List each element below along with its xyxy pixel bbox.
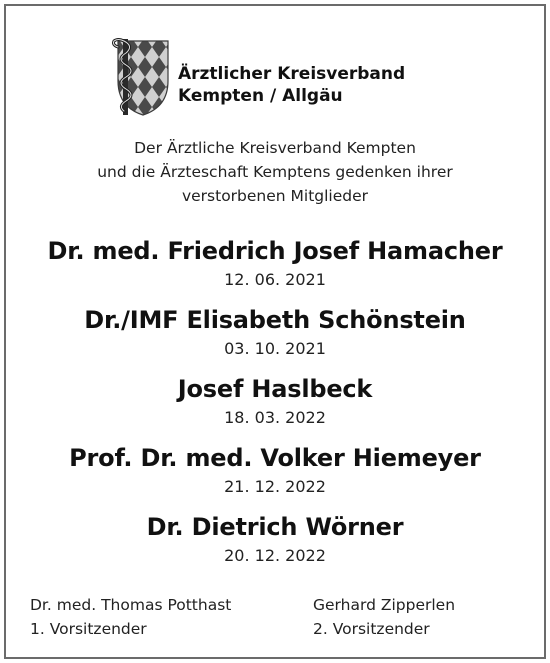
member-entry: [0, 370, 550, 439]
intro-text: [0, 136, 550, 208]
member-name: Dr./IMF Elisabeth Schönstein: [84, 306, 466, 334]
member-date: 18. 03. 2022: [224, 408, 326, 427]
member-entry: [0, 232, 550, 301]
signer-role: 1. Vorsitzender: [30, 620, 147, 638]
intro-line2: und die Ärzteschaft Kemptens gedenken ihrer: [97, 163, 453, 181]
intro-line3: verstorbenen Mitglieder: [181, 187, 369, 205]
member-entry: [0, 439, 550, 508]
member-name: Prof. Dr. med. Volker Hiemeyer: [69, 444, 481, 472]
member-entry: [0, 508, 550, 577]
signer-second-chair: [313, 593, 455, 641]
member-name: Dr. Dietrich Wörner: [146, 513, 404, 541]
member-date: 20. 12. 2022: [224, 546, 326, 565]
organization-header: [110, 37, 430, 117]
member-date: 21. 12. 2022: [224, 477, 326, 496]
aesculapian-emblem-icon: [110, 37, 170, 117]
member-date: 03. 10. 2021: [224, 339, 326, 358]
organization-name-line1: Ärztlicher Kreisverband: [178, 64, 406, 84]
intro-line1: Der Ärztliche Kreisverband Kempten: [134, 139, 416, 157]
member-name: Dr. med. Friedrich Josef Hamacher: [47, 237, 503, 265]
signatories: [0, 593, 550, 645]
organization-name-line2: Kempten / Allgäu: [178, 86, 343, 106]
signer-name: Gerhard Zipperlen: [313, 596, 456, 614]
member-date: 12. 06. 2021: [224, 270, 326, 289]
member-entry: [0, 301, 550, 370]
member-name: Josef Haslbeck: [177, 375, 373, 403]
signer-name: Dr. med. Thomas Potthast: [30, 596, 232, 614]
signer-first-chair: [30, 593, 231, 641]
signer-role: 2. Vorsitzender: [313, 620, 430, 638]
organization-name: [178, 63, 405, 107]
deceased-members-list: [0, 232, 550, 577]
